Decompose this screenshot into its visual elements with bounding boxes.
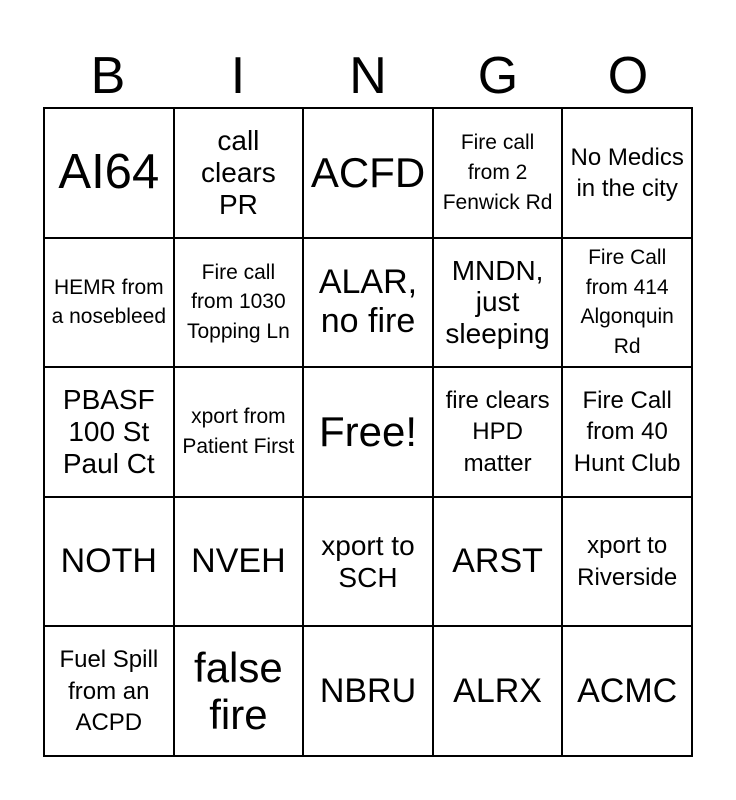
bingo-cell[interactable] [433,626,563,756]
cell-text: AI64 [58,145,160,200]
cell-text: NBRU [319,671,417,710]
bingo-header [43,44,693,108]
cell-text: Fire Call from 414 Algonquin Rd [580,245,674,359]
cell-text: ACMC [577,671,678,710]
bingo-cell[interactable] [174,497,304,627]
bingo-cell[interactable] [174,367,304,497]
cell-text: NVEH [191,542,286,581]
header-letter-n: N [349,47,387,105]
cell-text: false fire [194,644,283,739]
bingo-cell[interactable] [303,626,433,756]
cell-text: Free! [318,408,417,456]
cell-text: Fire call from 1030 Topping Ln [187,260,290,344]
cell-text: No Medics in the city [570,143,684,202]
bingo-cell[interactable] [44,367,174,497]
bingo-cell[interactable] [303,238,433,368]
bingo-cell[interactable] [44,238,174,368]
cell-text: PBASF 100 St Paul Ct [62,384,155,479]
bingo-cell[interactable] [174,238,304,368]
bingo-cell[interactable] [303,108,433,238]
bingo-cell[interactable] [303,497,433,627]
bingo-cell[interactable] [562,367,692,497]
bingo-cell[interactable] [562,626,692,756]
bingo-cell[interactable] [562,108,692,238]
bingo-board [43,107,693,757]
bingo-cell[interactable] [44,108,174,238]
header-letter-b: B [90,47,126,105]
header-letter-i: I [230,47,246,105]
bingo-cell[interactable] [433,497,563,627]
cell-text: NOTH [60,542,157,581]
cell-text: ALAR, no fire [318,263,418,341]
bingo-cell[interactable] [174,626,304,756]
header-letter-o: O [607,47,649,105]
bingo-cell[interactable] [433,367,563,497]
bingo-cell[interactable] [44,626,174,756]
cell-text: Fire call from 2 Fenwick Rd [442,131,553,214]
cell-text: fire clears HPD matter [445,387,550,477]
bingo-cell[interactable] [433,238,563,368]
bingo-cell[interactable] [562,497,692,627]
cell-text: xport to Riverside [577,532,678,591]
header-letter-g: G [477,47,519,105]
bingo-cell[interactable] [562,238,692,368]
cell-text: HEMR from a nosebleed [51,275,167,329]
cell-text: ACFD [310,149,426,197]
cell-text: Fuel Spill from an ACPD [59,646,159,736]
cell-text: xport to SCH [321,529,415,593]
cell-text: xport from Patient First [182,405,295,458]
bingo-cell[interactable] [433,108,563,238]
cell-text: Fire Call from 40 Hunt Club [573,387,681,477]
free-space-cell[interactable] [303,367,433,497]
cell-text: ALRX [453,671,542,710]
bingo-cell[interactable] [174,108,304,238]
cell-text: ARST [452,542,543,581]
cell-text: MNDN, just sleeping [445,254,550,350]
bingo-cell[interactable] [44,497,174,627]
cell-text: call clears PR [201,124,276,220]
